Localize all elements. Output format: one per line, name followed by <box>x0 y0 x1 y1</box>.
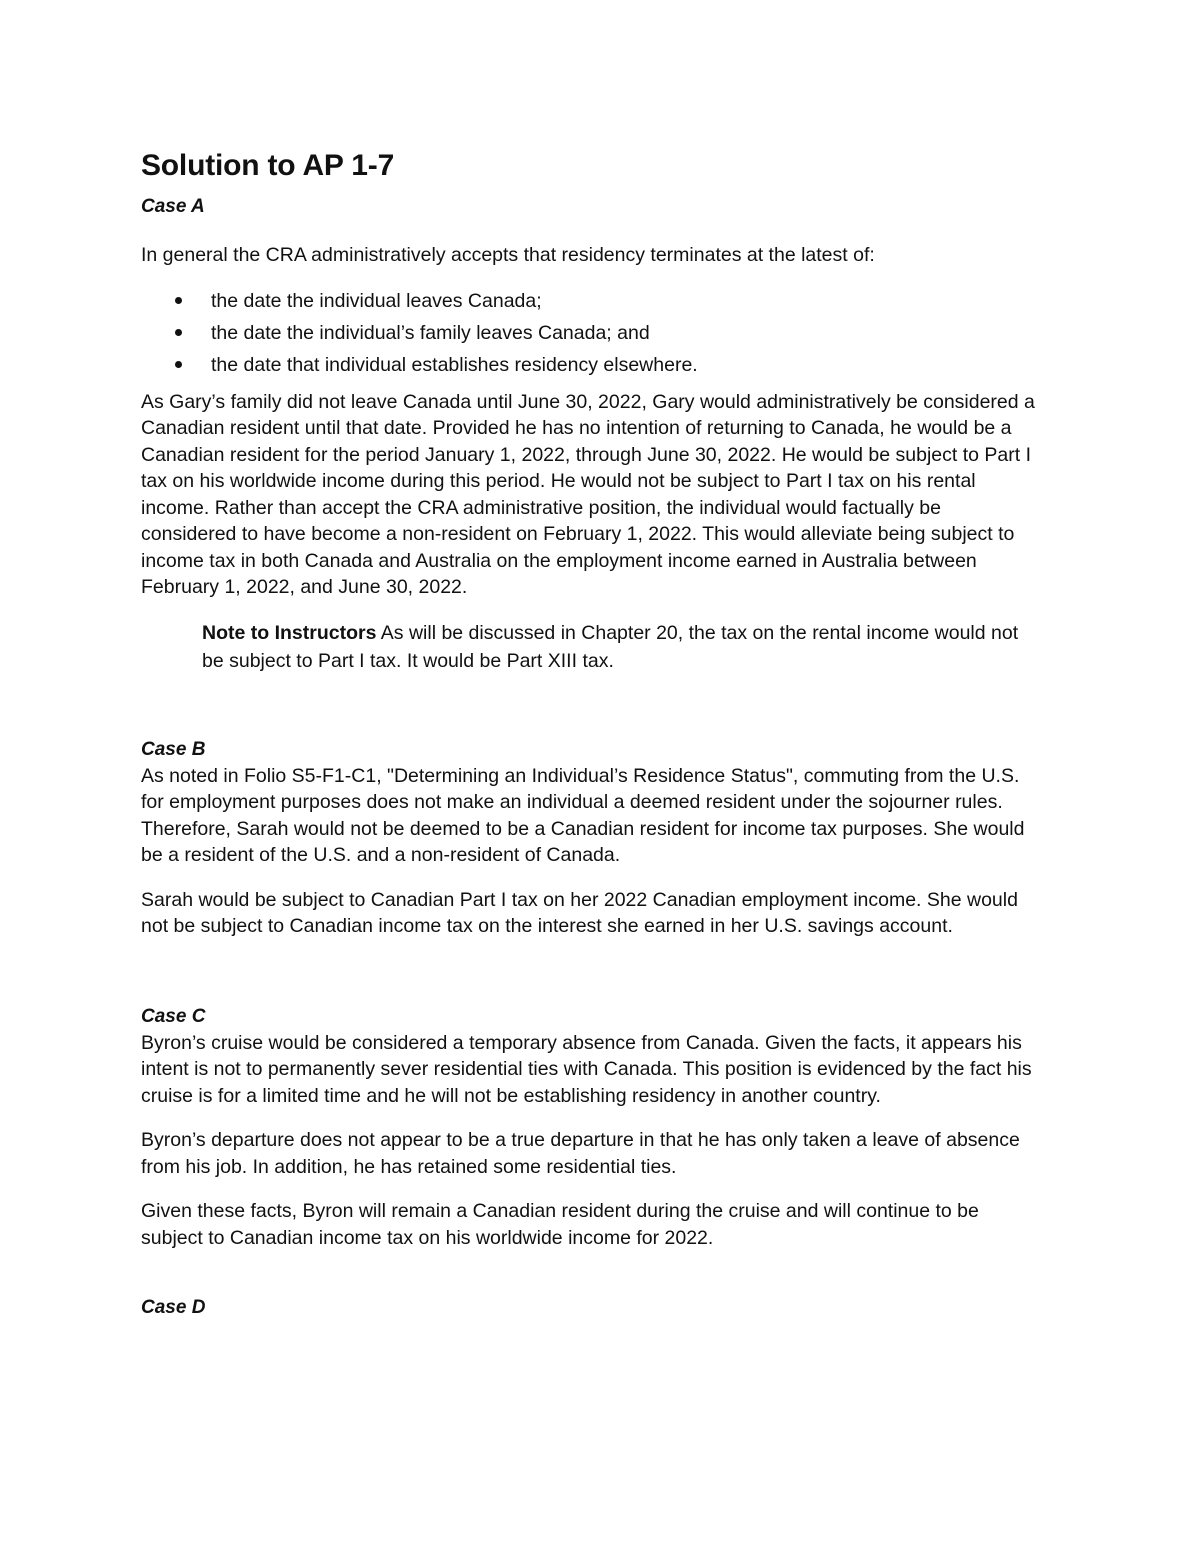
case-a-section <box>141 194 1041 675</box>
case-d-section <box>141 1295 1041 1321</box>
list-item-text: the date the individual’s family leaves Canada; and <box>211 321 650 344</box>
instructor-note <box>202 619 1041 675</box>
case-a-intro: In general the CRA administratively accepts that residency terminates at the latest of: <box>141 244 875 266</box>
case-c-paragraph-3: Given these facts, Byron will remain a Canadian resident during the cruise and will continue to be subject to Canadian income tax on his worldwide income for 2022. <box>141 1200 979 1249</box>
list-item-text: the date the individual leaves Canada; <box>211 289 542 312</box>
list-item <box>141 349 1041 381</box>
case-b-paragraph-2: Sarah would be subject to Canadian Part I tax on her 2022 Canadian employment income. She would not be subject to Canadian income tax on the interest she earned in her U.S. savings account. <box>141 888 1018 937</box>
case-a-bullet-list <box>141 285 1041 381</box>
case-c-heading: Case C <box>141 1005 206 1027</box>
note-label: Note to Instructors <box>202 621 377 644</box>
case-c-paragraph-1: Byron’s cruise would be considered a temporary absence from Canada. Given the facts, it appears his intent is not to permanently sever residential ties with Canada. This position is evidenced by the fact his cruise is for a limited time and he will not be establishing residency in another country. <box>141 1031 1032 1107</box>
case-a-heading: Case A <box>141 196 205 217</box>
case-d-heading: Case D <box>141 1297 206 1318</box>
case-b-section <box>141 737 1041 940</box>
list-item <box>141 285 1041 317</box>
case-a-paragraph: As Gary’s family did not leave Canada until June 30, 2022, Gary would administratively be considered a Canadian resident until that date. Provided he has no intention of returning to Canada, he would be a Canadian resident for the period January 1, 2022, through June 30, 2022. He would be subject to Part I tax on his worldwide income during this period. He would not be subject to Part I tax on his rental income. Rather than accept the CRA administrative position, the individual would factually be considered to have become a non-resident on February 1, 2022. This would alleviate being subject to income tax in both Canada and Australia on the employment income earned in Australia between February 1, 2022, and June 30, 2022. <box>141 390 1035 598</box>
bullet-icon <box>175 329 182 336</box>
case-c-paragraph-2: Byron’s departure does not appear to be a true departure in that he has only taken a leave of absence from his job. In addition, he has retained some residential ties. <box>141 1129 1020 1178</box>
bullet-icon <box>175 361 182 368</box>
document-title: Solution to AP 1-7 <box>141 149 395 182</box>
case-b-heading: Case B <box>141 738 206 760</box>
case-b-paragraph-1: As noted in Folio S5-F1-C1, "Determining an Individual’s Residence Status", commuting from the U.S. for employment purposes does not make an individual a deemed resident under the sojourner rules. Therefore, Sarah would not be deemed to be a Canadian resident for income tax purposes. She would be a resident of the U.S. and a non-resident of Canada. <box>141 764 1025 866</box>
bullet-icon <box>175 297 182 304</box>
list-item-text: the date that individual establishes residency elsewhere. <box>211 353 698 376</box>
note-text: As will be discussed in Chapter 20, the tax on the rental income would not be subject to Part I tax. It would be Part XIII tax. <box>202 621 1019 672</box>
case-c-section <box>141 1004 1041 1252</box>
document-page <box>141 146 1041 1321</box>
list-item <box>141 317 1041 349</box>
